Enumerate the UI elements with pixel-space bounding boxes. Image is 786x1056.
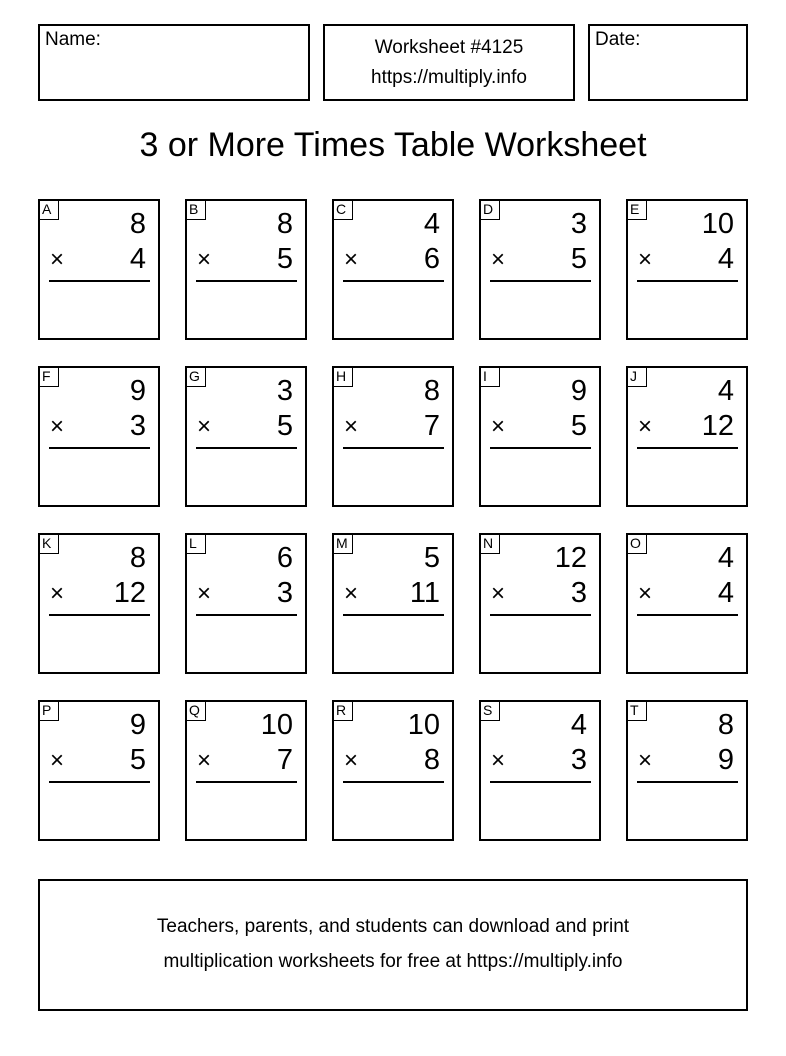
page-title: 3 or More Times Table Worksheet — [139, 126, 647, 164]
problem-e — [626, 199, 748, 340]
problem-letter: A — [38, 199, 59, 220]
answer-line — [49, 781, 150, 783]
multiplicand: 10 — [701, 208, 734, 240]
answer-space[interactable] — [487, 452, 593, 501]
problem-g — [185, 366, 307, 507]
problem-l — [185, 533, 307, 674]
problem-a — [38, 199, 160, 340]
problem-d — [479, 199, 601, 340]
multiplier: 12 — [701, 410, 734, 442]
answer-line — [343, 280, 444, 282]
answer-space[interactable] — [193, 786, 299, 835]
times-sign: × — [638, 747, 653, 774]
answer-line — [196, 447, 297, 449]
times-sign: × — [491, 246, 506, 273]
problem-letter: H — [332, 366, 353, 387]
multiplicand: 3 — [276, 375, 293, 407]
answer-space[interactable] — [487, 619, 593, 668]
multiplier: 7 — [423, 410, 440, 442]
worksheet-url: https://multiply.info — [371, 67, 527, 88]
answer-line — [196, 280, 297, 282]
answer-space[interactable] — [340, 786, 446, 835]
multiplier: 12 — [113, 577, 146, 609]
problem-letter: O — [626, 533, 647, 554]
multiplier: 4 — [717, 243, 734, 275]
answer-space[interactable] — [634, 285, 740, 334]
multiplicand: 12 — [554, 542, 587, 574]
multiplicand: 5 — [423, 542, 440, 574]
answer-space[interactable] — [340, 452, 446, 501]
multiplier: 4 — [129, 243, 146, 275]
multiplier: 5 — [276, 243, 293, 275]
problem-letter: L — [185, 533, 206, 554]
problem-letter: Q — [185, 700, 206, 721]
problem-letter: B — [185, 199, 206, 220]
times-sign: × — [638, 413, 653, 440]
problem-h — [332, 366, 454, 507]
problem-t — [626, 700, 748, 841]
multiplier: 5 — [129, 744, 146, 776]
times-sign: × — [197, 413, 212, 440]
footer-line-1: Teachers, parents, and students can download and print — [156, 916, 630, 937]
problem-k — [38, 533, 160, 674]
problem-b — [185, 199, 307, 340]
answer-space[interactable] — [46, 786, 152, 835]
problem-j — [626, 366, 748, 507]
times-sign: × — [344, 747, 359, 774]
times-sign: × — [638, 580, 653, 607]
problem-letter: I — [479, 366, 500, 387]
name-field-box[interactable] — [38, 24, 310, 101]
problem-letter: F — [38, 366, 59, 387]
answer-line — [343, 447, 444, 449]
answer-space[interactable] — [634, 619, 740, 668]
problem-letter: E — [626, 199, 647, 220]
times-sign: × — [197, 580, 212, 607]
multiplier: 3 — [129, 410, 146, 442]
times-sign: × — [344, 580, 359, 607]
times-sign: × — [50, 747, 65, 774]
problem-letter: P — [38, 700, 59, 721]
answer-line — [637, 280, 738, 282]
answer-line — [196, 614, 297, 616]
date-field-box[interactable] — [588, 24, 748, 101]
answer-line — [49, 447, 150, 449]
times-sign: × — [491, 413, 506, 440]
footer-line-2: multiplication worksheets for free at https://multiply.info — [163, 951, 623, 972]
multiplicand: 9 — [570, 375, 587, 407]
times-sign: × — [638, 246, 653, 273]
answer-line — [196, 781, 297, 783]
problem-letter: R — [332, 700, 353, 721]
answer-line — [49, 614, 150, 616]
problem-letter: K — [38, 533, 59, 554]
problem-q — [185, 700, 307, 841]
problem-s — [479, 700, 601, 841]
multiplier: 8 — [423, 744, 440, 776]
times-sign: × — [344, 246, 359, 273]
multiplicand: 3 — [570, 208, 587, 240]
multiplicand: 8 — [129, 542, 146, 574]
answer-space[interactable] — [487, 786, 593, 835]
name-label: Name: — [45, 29, 101, 50]
problem-f — [38, 366, 160, 507]
answer-space[interactable] — [46, 452, 152, 501]
multiplicand: 6 — [276, 542, 293, 574]
problem-letter: N — [479, 533, 500, 554]
worksheet-info-box — [323, 24, 575, 101]
multiplier: 6 — [423, 243, 440, 275]
multiplicand: 8 — [129, 208, 146, 240]
times-sign: × — [50, 413, 65, 440]
answer-space[interactable] — [193, 619, 299, 668]
problem-letter: G — [185, 366, 206, 387]
answer-line — [490, 781, 591, 783]
answer-line — [637, 781, 738, 783]
problem-letter: J — [626, 366, 647, 387]
problem-letter: T — [626, 700, 647, 721]
answer-space[interactable] — [487, 285, 593, 334]
problem-n — [479, 533, 601, 674]
footer-box — [38, 879, 748, 1011]
multiplicand: 8 — [276, 208, 293, 240]
multiplicand: 9 — [129, 375, 146, 407]
multiplicand: 4 — [717, 375, 734, 407]
answer-line — [490, 280, 591, 282]
answer-line — [490, 614, 591, 616]
answer-line — [343, 614, 444, 616]
answer-space[interactable] — [193, 285, 299, 334]
problem-r — [332, 700, 454, 841]
multiplicand: 8 — [717, 709, 734, 741]
problem-letter: D — [479, 199, 500, 220]
multiplier: 3 — [570, 744, 587, 776]
answer-space[interactable] — [46, 619, 152, 668]
multiplier: 5 — [570, 243, 587, 275]
date-label: Date: — [595, 29, 641, 50]
multiplier: 4 — [717, 577, 734, 609]
multiplicand: 10 — [407, 709, 440, 741]
problem-i — [479, 366, 601, 507]
times-sign: × — [491, 580, 506, 607]
problem-o — [626, 533, 748, 674]
times-sign: × — [50, 246, 65, 273]
problem-letter: C — [332, 199, 353, 220]
multiplicand: 10 — [260, 709, 293, 741]
answer-space[interactable] — [634, 786, 740, 835]
answer-space[interactable] — [46, 285, 152, 334]
answer-line — [637, 614, 738, 616]
answer-space[interactable] — [340, 285, 446, 334]
answer-line — [49, 280, 150, 282]
multiplicand: 9 — [129, 709, 146, 741]
multiplier: 11 — [409, 577, 440, 609]
multiplicand: 4 — [570, 709, 587, 741]
problem-letter: M — [332, 533, 353, 554]
multiplicand: 4 — [423, 208, 440, 240]
multiplier: 9 — [717, 744, 734, 776]
times-sign: × — [197, 747, 212, 774]
multiplicand: 4 — [717, 542, 734, 574]
answer-space[interactable] — [193, 452, 299, 501]
times-sign: × — [197, 246, 212, 273]
worksheet-number: Worksheet #4125 — [374, 37, 524, 58]
multiplier: 7 — [276, 744, 293, 776]
answer-space[interactable] — [340, 619, 446, 668]
problem-p — [38, 700, 160, 841]
problem-c — [332, 199, 454, 340]
multiplier: 3 — [276, 577, 293, 609]
times-sign: × — [50, 580, 65, 607]
answer-line — [490, 447, 591, 449]
multiplier: 3 — [570, 577, 587, 609]
problem-letter: S — [479, 700, 500, 721]
answer-line — [637, 447, 738, 449]
multiplier: 5 — [570, 410, 587, 442]
problem-m — [332, 533, 454, 674]
answer-space[interactable] — [634, 452, 740, 501]
times-sign: × — [344, 413, 359, 440]
answer-line — [343, 781, 444, 783]
times-sign: × — [491, 747, 506, 774]
multiplicand: 8 — [423, 375, 440, 407]
multiplier: 5 — [276, 410, 293, 442]
